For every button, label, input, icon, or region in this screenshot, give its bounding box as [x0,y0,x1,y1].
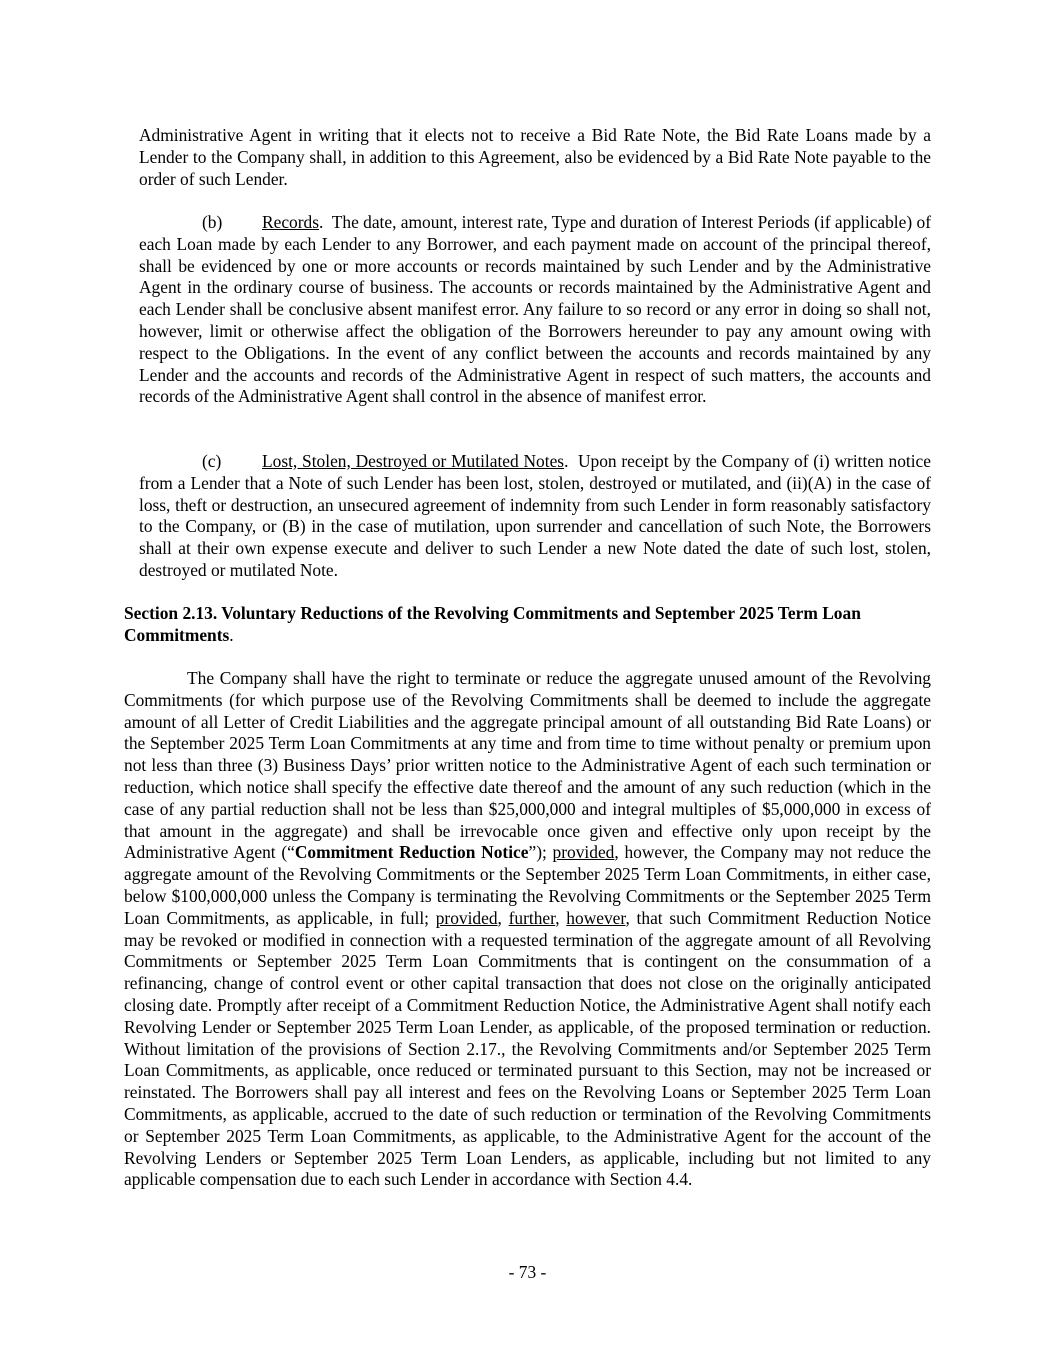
section-heading [124,603,931,647]
paragraph-c-body: Upon receipt by the Company of (i) written notice from a Lender that a Note of such Lender has been lost, stolen, destroyed or mutilated, and (ii)(A) in the case of loss, theft or destruction, an unsecured agreement of indemnity from such Lender in form reasonably satisfactory to the Company, or (B) in the case of mutilation, upon surrender and cancellation of such Note, the Borrowers shall at their own expense execute and deliver to such Lender a new Note dated the date of such lost, stolen, destroyed or mutilated Note. [139,451,931,580]
paragraph-b-body: The date, amount, interest rate, Type and duration of Interest Periods (if applicable) of each Loan made by each Lender to any Borrower, and each payment made on account of the principal thereof, shall be evidenced by one or more accounts or records maintained by such Lender and by the Administrative Agent in the ordinary course of business. The accounts or records maintained by the Administrative Agent and each Lender shall be conclusive absent manifest error. Any failure to so record or any error in doing so shall not, however, limit or otherwise affect the obligation of the Borrowers hereunder to pay any amount owing with respect to the Obligations. In the event of any conflict between the accounts and records maintained by any Lender and the accounts and records of the Administrative Agent in respect of such matters, the accounts and records of the Administrative Agent shall control in the absence of manifest error. [139,212,931,407]
paragraph-c-title: Lost, Stolen, Destroyed or Mutilated Notes [262,451,565,471]
page-number: - 73 - [508,1262,547,1282]
further-term: further [508,907,556,928]
paragraph-b-title: Records [262,212,319,232]
paragraph-c-title-suffix: . [564,451,569,471]
paragraph-b-label: (b) [202,212,223,232]
defined-term-commitment-reduction-notice: Commitment Reduction Notice [294,842,529,863]
comma-2: , [555,907,567,928]
paragraph-c-label: (c) [202,451,222,471]
section-heading-suffix: . [229,624,234,645]
section-body [124,668,931,1191]
however-term: however [566,907,626,928]
paragraph-b-title-suffix: . [319,212,324,232]
paragraph-b [139,212,931,408]
section-body-part3: , however, the Company may not reduce the aggregate amount of the Revolving Commitments or the September 2025 Term Loan Commitments, in either case, below $100,000,000 unless the Company is terminating the Revolving Commitments or the September 2025 Term Loan Commitments, as applicable, in full; [124,842,931,928]
comma-1: , [497,907,509,928]
section-body-part2: ”); [528,842,553,863]
section-body-part1: The Company shall have the right to terminate or reduce the aggregate unused amount of the Revolving Commitments (for which purpose use of the Revolving Commitments shall be deemed to include the aggregate amount of all Letter of Credit Liabilities and the aggregate principal amount of all outstanding Bid Rate Loans) or the September 2025 Term Loan Commitments at any time and from time to time without penalty or premium upon not less than three (3) Business Days’ prior written notice to the Administrative Agent of each such termination or reduction, which notice shall specify the effective date thereof and the amount of any such reduction (which in the case of any partial reduction shall not be less than $25,000,000 and integral multiples of $5,000,000 in excess of that amount in the aggregate) and shall be irrevocable once given and effective only upon receipt by the Administrative Agent (“ [124,668,931,863]
intro-paragraph: Administrative Agent in writing that it elects not to receive a Bid Rate Note, the Bid Rate Loans made by a Lender to the Company shall, in addition to this Agreement, also be evidenced by a Bid Rate Note payable to the order of such Lender. [139,125,931,189]
section-body-part4: , that such Commitment Reduction Notice may be revoked or modified in connection with a requested termination of the aggregate amount of all Revolving Commitments or September 2025 Term Loan Commitments that is contingent on the consummation of a refinancing, change of control event or other capital transaction that does not close on the originally anticipated closing date. Promptly after receipt of a Commitment Reduction Notice, the Administrative Agent shall notify each Revolving Lender or September 2025 Term Loan Lender, as applicable, of the proposed termination or reduction. Without limitation of the provisions of Section 2.17., the Revolving Commitments and/or September 2025 Term Loan Commitments, as applicable, once reduced or terminated pursuant to this Section, may not be increased or reinstated. The Borrowers shall pay all interest and fees on the Revolving Loans or September 2025 Term Loan Commitments, as applicable, accrued to the date of such reduction or termination of the Revolving Commitments or September 2025 Term Loan Commitments, as applicable, to the Administrative Agent for the account of the Revolving Lenders or September 2025 Term Loan Lenders, as applicable, including but not limited to any applicable compensation due to each such Lender in accordance with Section 4.4. [124,907,931,1190]
section-heading-text: Section 2.13. Voluntary Reductions of the Revolving Commitments and September 2025 Term Loan Commitments [124,603,861,645]
provided-term-1: provided [552,842,615,863]
paragraph-c [139,451,931,582]
provided-term-2: provided [435,907,498,928]
